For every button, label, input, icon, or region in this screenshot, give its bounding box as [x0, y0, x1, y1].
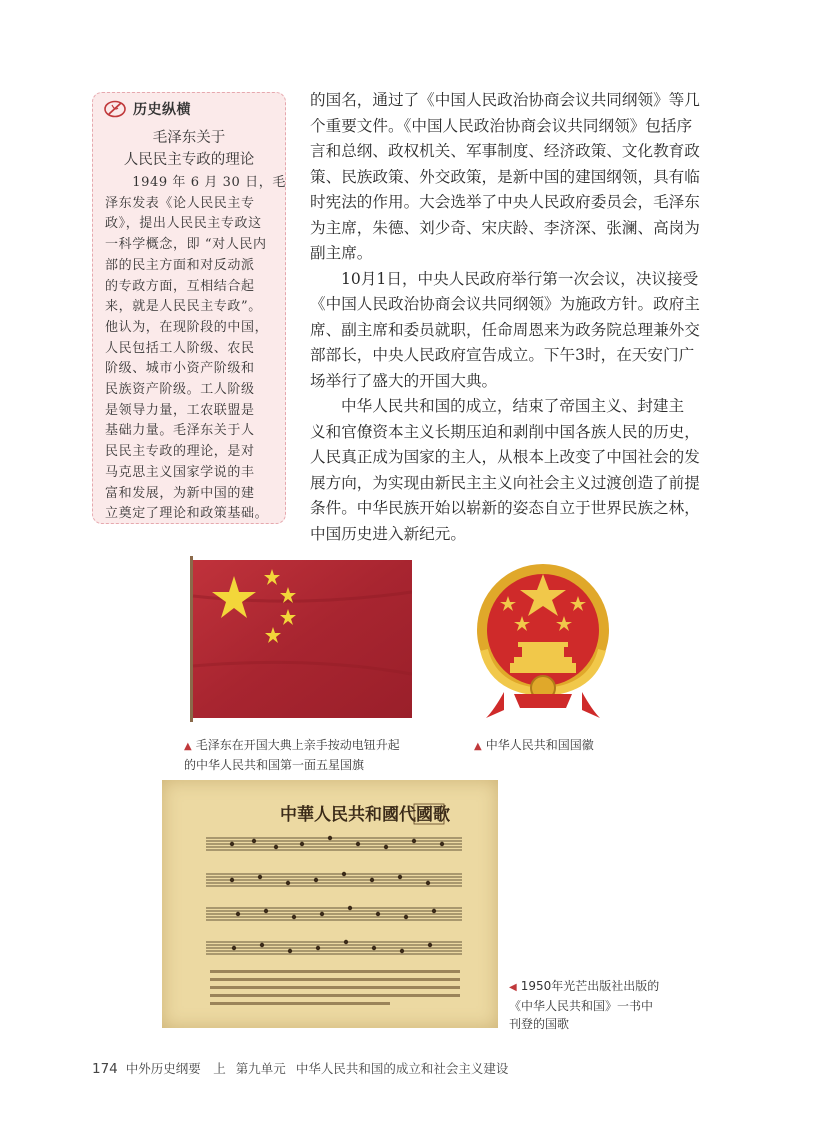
national-emblem-photo: [474, 560, 612, 722]
sidebar-body: [105, 173, 286, 525]
sidebar-header-label: 历史纵横: [133, 102, 191, 118]
sidebar-body-line: 马克思主义国家学说的丰: [105, 464, 255, 480]
five-star-flag-photo: [190, 556, 412, 722]
sidebar-body-line: 阶级、城市小资产阶级和: [105, 361, 255, 377]
sidebar-body-line: 基础力量。毛泽东关于人: [105, 423, 255, 439]
tiananmen-icon: [510, 642, 576, 673]
anthem-score-photo: [162, 780, 498, 1028]
sidebar-title-line: 毛泽东关于: [152, 130, 226, 146]
main-body-text: [310, 88, 724, 547]
unit-title: 中华人民共和国的成立和社会主义建设: [295, 1061, 509, 1076]
unit-label: 第九单元: [235, 1061, 286, 1076]
sidebar-title: [93, 127, 285, 171]
paragraph-line: 时宪法的作用。大会选举了中央人民政府委员会，毛泽东: [310, 193, 700, 211]
paragraph-line: 10月1日，中央人民政府举行第一次会议，决议接受: [341, 269, 699, 288]
sidebar-body-line: 立奠定了理论和政策基础。: [105, 506, 269, 522]
paragraph-line: 副主席。: [310, 244, 373, 262]
anthem-caption-line: 1950年光芒出版社出版的: [520, 979, 660, 993]
paragraph-line: 条件。中华民族开始以崭新的姿态自立于世界民族之林，: [310, 499, 700, 517]
history-sidebar-box: [92, 92, 286, 524]
flag-caption: [184, 736, 454, 774]
sidebar-body-line: 是领导力量，工农联盟是: [105, 402, 255, 418]
paragraph-line: 中国历史进入新纪元。: [310, 524, 466, 543]
paragraph-line: 人民真正成为国家的主人，从根本上改变了中国社会的发: [310, 448, 700, 466]
sidebar-body-line: 他认为，在现阶段的中国，: [105, 319, 269, 335]
paragraph-line: 个重要文件。《中国人民政治协商会议共同纲领》包括序: [310, 116, 693, 135]
flag-caption-line: 毛泽东在开国大典上亲手按动电钮升起: [195, 738, 400, 752]
paragraph-line: 部部长，中央人民政府宣告成立。下午3时，在天安门广: [310, 346, 695, 364]
sidebar-body-line: 人民包括工人阶级、农民: [105, 340, 255, 356]
sidebar-body-line: 民族资产阶级。工人阶级: [105, 382, 255, 398]
paragraph-line: 义和官僚资本主义长期压迫和剥削中国各族人民的历史，: [310, 422, 700, 441]
sidebar-body-line: 的专政方面，互相结合起: [105, 278, 255, 294]
page-footer: [92, 1059, 508, 1077]
sidebar-body-line: 一科学概念，即 “对人民内: [105, 237, 267, 253]
sidebar-body-line: 富和发展，为新中国的建: [105, 485, 255, 501]
paragraph-line: 中华人民共和国的成立，结束了帝国主义、封建主: [341, 397, 685, 415]
emblem-caption: [474, 736, 674, 756]
sidebar-header: [103, 99, 191, 119]
caption-marker-icon: ◀: [509, 982, 517, 993]
sidebar-title-line: 人民民主专政的理论: [123, 152, 255, 168]
sidebar-body-line: 政》，提出人民民主专政这: [105, 216, 262, 232]
book-title: 中外历史纲要 上: [125, 1061, 226, 1076]
caption-marker-icon: ▲: [474, 741, 482, 752]
anthem-caption: [509, 977, 679, 1033]
history-section-icon: [103, 99, 127, 119]
caption-marker-icon: ▲: [184, 741, 192, 752]
paragraph-line: 场举行了盛大的开国大典。: [310, 371, 498, 390]
paragraph-line: 展方向，为实现由新民主主义向社会主义过渡创造了前提: [310, 473, 700, 492]
sidebar-body-line: 1949 年 6 月 30 日，毛: [105, 175, 286, 190]
anthem-title: 中華人民共和國代國歌: [280, 805, 450, 825]
anthem-caption-line: 刊登的国歌: [509, 1017, 570, 1031]
page-number: 174: [92, 1061, 118, 1077]
flag-caption-line: 的中华人民共和国第一面五星国旗: [184, 758, 365, 772]
paragraph-line: 的国名，通过了《中国人民政治协商会议共同纲领》等几: [310, 91, 700, 109]
paragraph-line: 策、民族政策、外交政策，是新中国的建国纲领，具有临: [310, 167, 700, 186]
anthem-caption-line: 《中华人民共和国》一书中: [509, 999, 654, 1013]
paragraph-line: 《中国人民政治协商会议共同纲领》为施政方针。政府主: [310, 295, 700, 313]
sidebar-body-line: 部的民主方面和对反动派: [105, 257, 255, 273]
sidebar-body-line: 民民主专政的理论，是对: [105, 444, 255, 460]
sidebar-body-line: 泽东发表《论人民民主专: [105, 195, 255, 211]
sidebar-body-line: 来，就是人民民主专政”。: [105, 299, 262, 315]
paragraph-line: 为主席，朱德、刘少奇、宋庆龄、李济深、张澜、高岗为: [310, 218, 700, 237]
paragraph-line: 言和总纲、政权机关、军事制度、经济政策、文化教育政: [310, 142, 700, 160]
paragraph-line: 席、副主席和委员就职，任命周恩来为政务院总理兼外交: [310, 320, 700, 339]
emblem-caption-line: 中华人民共和国国徽: [485, 738, 594, 752]
